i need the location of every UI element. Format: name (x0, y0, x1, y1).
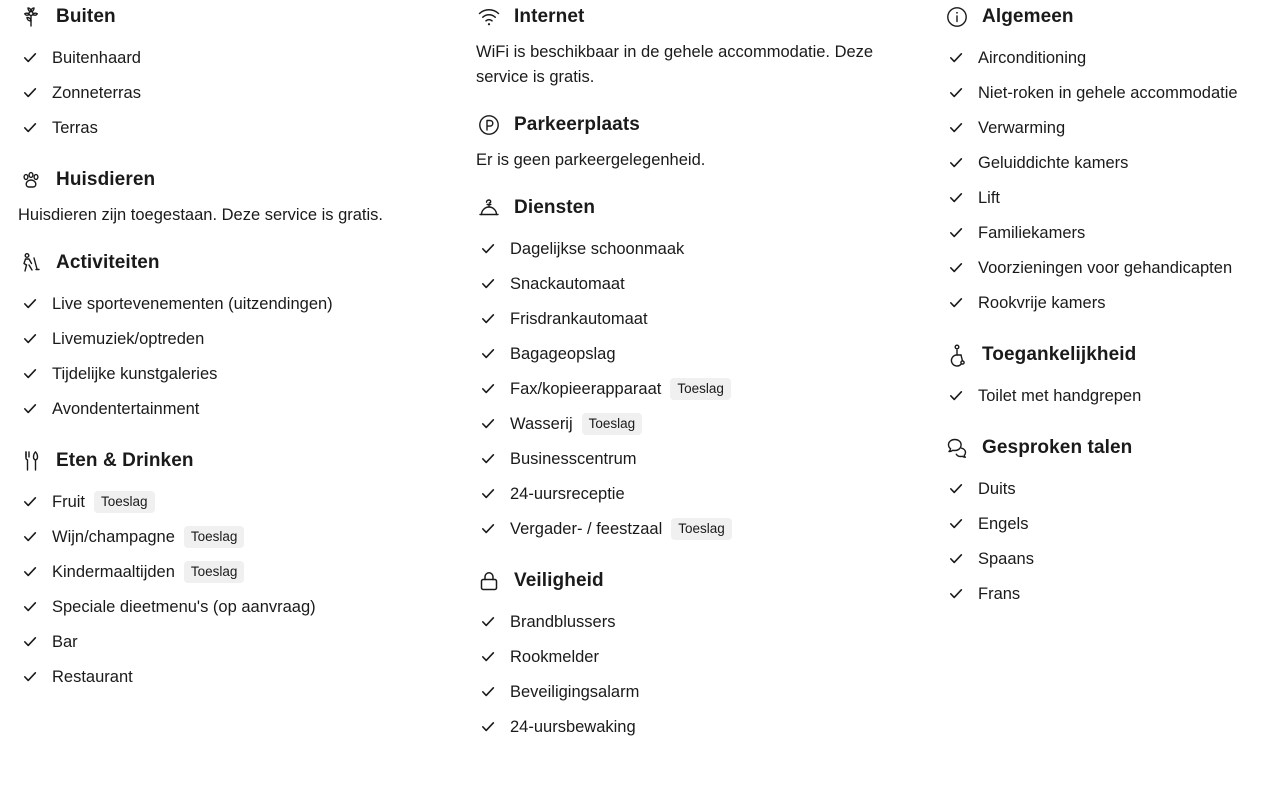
check-icon (22, 599, 38, 615)
check-icon (948, 155, 964, 171)
facility-item (18, 40, 476, 75)
check-icon (22, 634, 38, 650)
check-icon (480, 614, 496, 630)
facility-item-content (510, 343, 616, 365)
facility-item (944, 471, 1288, 506)
facility-item (944, 110, 1288, 145)
facility-item (476, 511, 944, 546)
lock-icon (476, 568, 502, 594)
facility-item (18, 659, 476, 694)
facility-item-content (52, 328, 204, 350)
facility-item-label: Frans (978, 584, 1021, 603)
facility-item-list (476, 231, 944, 546)
check-icon (948, 120, 964, 136)
check-icon (948, 190, 964, 206)
facility-item-content (510, 378, 731, 400)
facility-item-label: Rookvrije kamers (978, 293, 1106, 312)
check-icon (948, 225, 964, 241)
facility-item-content (978, 513, 1028, 535)
facility-group (18, 167, 476, 228)
facility-item (18, 484, 476, 519)
cutlery-icon (18, 448, 44, 474)
check-icon (948, 295, 964, 311)
check-icon (948, 481, 964, 497)
facility-item-content (978, 152, 1128, 174)
facility-item (18, 624, 476, 659)
facility-item-label: Niet-roken in gehele accommodatie (978, 83, 1238, 102)
facility-item (476, 709, 944, 744)
facility-item (476, 406, 944, 441)
facilities-column-2 (476, 4, 944, 766)
check-icon (480, 416, 496, 432)
facility-item-label: Spaans (978, 549, 1034, 568)
facility-item-content (510, 273, 625, 295)
facility-item (944, 40, 1288, 75)
facility-item (476, 301, 944, 336)
facility-item-content (510, 238, 684, 260)
facility-item-label: Businesscentrum (510, 449, 637, 468)
wifi-icon (476, 4, 502, 30)
check-icon (480, 649, 496, 665)
facility-item-label: Lift (978, 188, 1001, 207)
facility-item-label: Dagelijkse schoonmaak (510, 239, 685, 258)
check-icon (22, 401, 38, 417)
facility-item-list (944, 378, 1288, 413)
check-icon (22, 296, 38, 312)
facility-group-header (476, 195, 944, 221)
facility-item-label: Livemuziek/optreden (52, 329, 205, 348)
surcharge-badge: Toeslag (184, 561, 245, 583)
facility-item (944, 285, 1288, 320)
surcharge-badge: Toeslag (670, 378, 731, 400)
check-icon (480, 241, 496, 257)
flower-icon (18, 4, 44, 30)
facility-item-label: Duits (978, 479, 1016, 498)
surcharge-badge: Toeslag (94, 491, 155, 513)
facility-item (944, 215, 1288, 250)
facility-item (944, 378, 1288, 413)
facility-item-label: 24-uursbewaking (510, 717, 636, 736)
facility-item (18, 391, 476, 426)
facility-item-label: Brandblussers (510, 612, 616, 631)
facility-item (18, 286, 476, 321)
facility-item-label: Restaurant (52, 667, 133, 686)
facilities-column-3 (944, 4, 1288, 766)
facility-item-content (52, 82, 141, 104)
facility-item-label: Familiekamers (978, 223, 1086, 242)
facility-group (944, 342, 1288, 413)
check-icon (948, 388, 964, 404)
facility-item-label: Wijn/champagne (52, 527, 175, 546)
check-icon (480, 719, 496, 735)
facility-item-content (978, 222, 1085, 244)
facility-item-label: Snackautomaat (510, 274, 625, 293)
facility-group-description: WiFi is beschikbaar in de gehele accommodatie. Deze service is gratis. (476, 43, 874, 86)
check-icon (22, 50, 38, 66)
facility-group-title: Huisdieren (56, 169, 156, 190)
facility-group (944, 435, 1288, 611)
facility-group-description: Er is geen parkeergelegenheid. (476, 151, 706, 169)
facility-item-content (510, 681, 639, 703)
facility-item-content (978, 548, 1034, 570)
facility-item-content (510, 611, 615, 633)
facility-item-label: Verwarming (978, 118, 1066, 137)
facility-item-label: Engels (978, 514, 1029, 533)
facility-item-label: Zonneterras (52, 83, 141, 102)
surcharge-badge: Toeslag (184, 526, 245, 548)
facility-item (18, 321, 476, 356)
facility-group (476, 4, 944, 90)
facility-group (18, 250, 476, 426)
surcharge-badge: Toeslag (582, 413, 643, 435)
check-icon (480, 311, 496, 327)
facility-item-label: Speciale dieetmenu's (op aanvraag) (52, 597, 316, 616)
facility-item-list (944, 471, 1288, 611)
facility-group-header (476, 4, 944, 30)
facility-item-content (978, 187, 1000, 209)
facility-item-list (944, 40, 1288, 320)
facility-item-label: Fruit (52, 492, 85, 511)
check-icon (948, 586, 964, 602)
facility-item (18, 519, 476, 554)
facility-item (476, 674, 944, 709)
facility-item-content (510, 518, 732, 540)
facility-item-content (52, 398, 199, 420)
facility-item-content (510, 308, 648, 330)
facility-item-content (510, 483, 625, 505)
facility-item (476, 441, 944, 476)
facility-item-content (978, 117, 1065, 139)
facility-group (476, 112, 944, 173)
facility-item-content (52, 561, 244, 583)
facility-item-content (510, 448, 637, 470)
facility-item-content (52, 631, 78, 653)
facility-item-label: Vergader- / feestzaal (510, 519, 663, 538)
facility-group-title: Algemeen (982, 6, 1074, 27)
facility-group-title: Activiteiten (56, 252, 160, 273)
facility-item (476, 371, 944, 406)
facility-item-content (52, 526, 244, 548)
facility-item-content (978, 47, 1086, 69)
facility-group-title: Veiligheid (514, 570, 604, 591)
check-icon (480, 381, 496, 397)
facility-item-content (510, 413, 642, 435)
facility-group-header (18, 4, 476, 30)
facility-group-header (18, 250, 476, 276)
check-icon (480, 684, 496, 700)
facility-item-label: Bar (52, 632, 78, 651)
facility-item-label: Wasserij (510, 414, 573, 433)
facility-item-content (510, 716, 636, 738)
facility-item (476, 266, 944, 301)
facility-item-label: Tijdelijke kunstgaleries (52, 364, 218, 383)
check-icon (22, 366, 38, 382)
facility-item-label: Toilet met handgrepen (978, 386, 1142, 405)
check-icon (480, 521, 496, 537)
facility-item-content (52, 363, 217, 385)
facility-group-title: Eten & Drinken (56, 450, 194, 471)
facility-item-label: Terras (52, 118, 98, 137)
facility-item (944, 250, 1288, 285)
facility-item-content (52, 491, 155, 513)
paw-icon (18, 167, 44, 193)
facility-group (18, 4, 476, 145)
facility-item-content (978, 583, 1020, 605)
facility-item-label: Avondentertainment (52, 399, 200, 418)
facility-item-list (476, 604, 944, 744)
facility-item (944, 506, 1288, 541)
facility-group (476, 195, 944, 546)
facility-item-label: Frisdrankautomaat (510, 309, 648, 328)
info-icon (944, 4, 970, 30)
facility-item-content (978, 385, 1141, 407)
facility-item-list (18, 286, 476, 426)
facility-item (476, 639, 944, 674)
facility-item (476, 604, 944, 639)
check-icon (948, 551, 964, 567)
facility-item-content (978, 478, 1016, 500)
facility-item-content (52, 666, 133, 688)
facility-item-list (18, 40, 476, 145)
facility-group-header (944, 4, 1288, 30)
facility-item-content (52, 596, 316, 618)
facility-group-header (476, 568, 944, 594)
facility-group-title: Diensten (514, 197, 596, 218)
facility-group-header (944, 435, 1288, 461)
parking-icon (476, 112, 502, 138)
facility-item-content (978, 82, 1238, 104)
check-icon (22, 120, 38, 136)
check-icon (22, 564, 38, 580)
facility-group-description: Huisdieren zijn toegestaan. Deze service is gratis. (18, 206, 384, 224)
facility-group-title: Gesproken talen (982, 437, 1133, 458)
facility-group-header (18, 167, 476, 193)
facility-item (944, 541, 1288, 576)
facility-group-header (476, 112, 944, 138)
facility-group (944, 4, 1288, 320)
speech-icon (944, 435, 970, 461)
facility-group-title: Buiten (56, 6, 116, 27)
facility-group-header (18, 448, 476, 474)
facility-item-label: Beveiligingsalarm (510, 682, 640, 701)
check-icon (22, 331, 38, 347)
facility-item (18, 589, 476, 624)
facility-item-label: Fax/kopieerapparaat (510, 379, 662, 398)
facility-item (944, 75, 1288, 110)
facility-group-title: Toegankelijkheid (982, 344, 1137, 365)
facility-item-label: Geluiddichte kamers (978, 153, 1129, 172)
facility-item-content (510, 646, 599, 668)
facility-item (944, 180, 1288, 215)
check-icon (22, 529, 38, 545)
check-icon (948, 50, 964, 66)
services-icon (476, 195, 502, 221)
facility-group-header (944, 342, 1288, 368)
facility-item-label: Buitenhaard (52, 48, 141, 67)
facility-item (18, 356, 476, 391)
facility-item-label: Kindermaaltijden (52, 562, 175, 581)
facility-item-label: 24-uursreceptie (510, 484, 625, 503)
accessibility-icon (944, 342, 970, 368)
facility-item-content (52, 117, 98, 139)
surcharge-badge: Toeslag (671, 518, 732, 540)
check-icon (480, 276, 496, 292)
facility-item (18, 110, 476, 145)
facility-group-title: Parkeerplaats (514, 114, 640, 135)
facility-item (476, 231, 944, 266)
check-icon (22, 494, 38, 510)
facility-item-label: Voorzieningen voor gehandicapten (978, 258, 1233, 277)
facility-item-content (52, 293, 333, 315)
check-icon (480, 346, 496, 362)
facilities-column-1 (0, 4, 476, 766)
check-icon (948, 516, 964, 532)
facility-item (18, 75, 476, 110)
activities-icon (18, 250, 44, 276)
check-icon (22, 85, 38, 101)
check-icon (948, 260, 964, 276)
facility-item-label: Live sportevenementen (uitzendingen) (52, 294, 333, 313)
check-icon (948, 85, 964, 101)
check-icon (480, 451, 496, 467)
facility-item-label: Rookmelder (510, 647, 599, 666)
facility-item-label: Airconditioning (978, 48, 1087, 67)
facility-group (18, 448, 476, 694)
facility-item (476, 476, 944, 511)
facility-item (476, 336, 944, 371)
facility-group (476, 568, 944, 744)
facility-item-content (978, 257, 1232, 279)
facility-item (18, 554, 476, 589)
check-icon (22, 669, 38, 685)
facility-item-content (52, 47, 141, 69)
facility-item-list (18, 484, 476, 694)
check-icon (480, 486, 496, 502)
facility-group-title: Internet (514, 6, 585, 27)
facility-item (944, 145, 1288, 180)
facility-item-content (978, 292, 1105, 314)
facility-item-label: Bagageopslag (510, 344, 616, 363)
facility-item (944, 576, 1288, 611)
